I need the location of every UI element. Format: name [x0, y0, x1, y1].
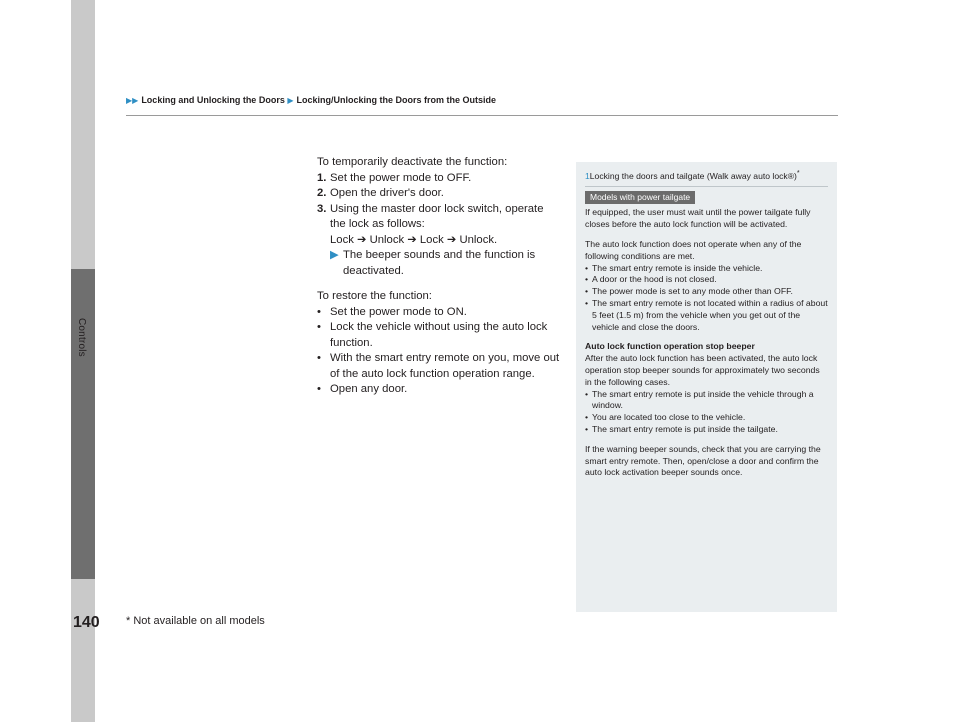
- warning-paragraph: If the warning beeper sounds, check that you are carrying the smart entry remote. Then, open/close a door and confirm the auto lock activation beeper sounds once.: [585, 443, 821, 478]
- section-label: Controls: [76, 318, 87, 357]
- list-item: [317, 305, 567, 321]
- footnote-mark: *: [796, 169, 800, 177]
- step-number: 1.: [317, 171, 327, 184]
- bullet-icon: •: [585, 424, 589, 434]
- condition-item: [585, 286, 828, 298]
- breadcrumb-item-2[interactable]: Locking/Unlocking the Doors from the Outside: [296, 95, 497, 105]
- intro-text: To temporarily deactivate the function:: [317, 156, 508, 168]
- triangle-right-icon: ▶▶: [126, 96, 139, 105]
- list-item: [317, 351, 567, 382]
- note-title: [585, 168, 828, 183]
- list-item: [317, 382, 567, 398]
- result-text-1: The beeper sounds and the function is: [343, 249, 536, 261]
- footnote: * Not available on all models: [126, 615, 265, 627]
- condition-item: [585, 298, 828, 333]
- breadcrumb-item-1[interactable]: Locking and Unlocking the Doors: [141, 95, 285, 105]
- side-tab-upper: [71, 0, 95, 269]
- list-item-text: With the smart entry remote on you, move out of the auto lock function operation range.: [330, 352, 560, 380]
- restore-intro: To restore the function:: [317, 290, 432, 302]
- side-tab-lower: [71, 579, 95, 722]
- list-item-text: Lock the vehicle without using the auto lock function.: [330, 321, 548, 349]
- bullet-icon: •: [317, 383, 321, 395]
- note-arrow-icon: 1: [585, 170, 590, 181]
- breadcrumb: [126, 95, 496, 105]
- stop-beeper-text: After the auto lock function has been activated, the auto lock operation stop beeper sounds for approximately two seconds in the following cases.: [585, 353, 820, 387]
- condition-text: The power mode is set to any mode other than OFF.: [592, 286, 793, 297]
- stop-case-item: [585, 412, 828, 424]
- note-divider: [585, 186, 828, 187]
- condition-item: [585, 263, 828, 275]
- list-item: [317, 320, 567, 351]
- triangle-right-icon: ▶: [330, 249, 339, 261]
- stop-case-text: The smart entry remote is put inside the vehicle through a window.: [592, 388, 814, 411]
- step-3: [317, 202, 567, 218]
- step-number: 3.: [317, 202, 327, 215]
- step-1: [317, 171, 567, 187]
- step-text: Set the power mode to OFF.: [330, 171, 472, 184]
- result-text-2: deactivated.: [343, 264, 404, 277]
- step-text: Open the driver's door.: [330, 187, 444, 199]
- bullet-icon: •: [585, 286, 589, 297]
- stop-case-text: The smart entry remote is put inside the tailgate.: [592, 424, 778, 434]
- step-3-continued: the lock as follows:: [330, 218, 425, 230]
- condition-text: The smart entry remote is inside the vehicle.: [592, 262, 763, 273]
- bullet-icon: •: [585, 274, 589, 285]
- note-paragraph: The auto lock function does not operate when any of the following conditions are met.: [585, 239, 802, 261]
- bullet-icon: •: [585, 412, 589, 423]
- step-number: 2.: [317, 187, 327, 199]
- list-item-text: Open any door.: [330, 383, 408, 395]
- note-title-text: Locking the doors and tailgate (Walk away auto lock®): [589, 170, 797, 181]
- note-paragraph: If equipped, the user must wait until the power tailgate fully closes before the auto lock function will be activated.: [585, 207, 811, 230]
- step-text: Using the master door lock switch, operate: [330, 202, 544, 215]
- condition-text: The smart entry remote is not located within a radius of about 5 feet (1.5 m) from the vehicle when you get out of the vehicle and close the doors.: [592, 298, 828, 332]
- side-tab-active: [71, 269, 95, 579]
- model-badge: Models with power tailgate: [585, 191, 695, 205]
- header-divider: [126, 115, 838, 116]
- stop-case-item: [585, 389, 828, 413]
- bullet-icon: •: [317, 352, 321, 364]
- lock-sequence: Lock ➔ Unlock ➔ Lock ➔ Unlock.: [330, 233, 498, 246]
- list-item-text: Set the power mode to ON.: [330, 305, 467, 318]
- step-2: [317, 186, 567, 202]
- bullet-icon: •: [317, 305, 321, 318]
- triangle-right-icon: ▶: [287, 96, 294, 105]
- condition-item: [585, 274, 828, 286]
- side-note-panel: [576, 162, 837, 612]
- stop-case-text: You are located too close to the vehicle.: [592, 412, 746, 423]
- condition-text: A door or the hood is not closed.: [592, 274, 717, 285]
- bullet-icon: •: [585, 388, 589, 399]
- stop-case-item: [585, 424, 828, 436]
- bullet-icon: •: [585, 262, 589, 273]
- result-line: [317, 248, 567, 264]
- stop-beeper-heading: Auto lock function operation stop beeper: [585, 341, 755, 352]
- main-text: [317, 155, 567, 398]
- bullet-icon: •: [317, 321, 321, 333]
- bullet-icon: •: [585, 298, 589, 309]
- page-number: 140: [73, 614, 100, 631]
